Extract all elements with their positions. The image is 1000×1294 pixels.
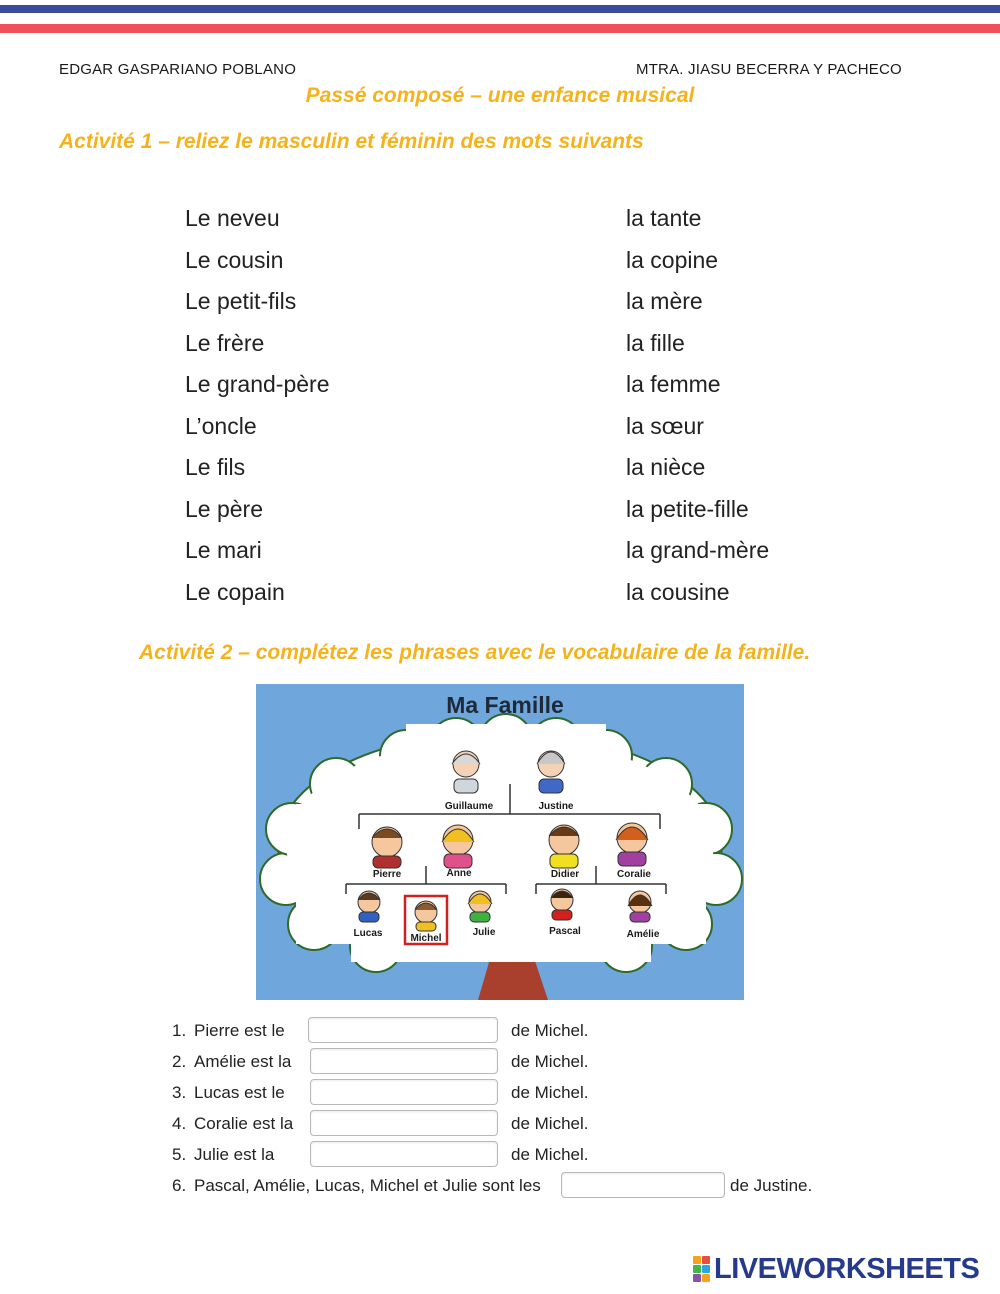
sentence-text: Pascal, Amélie, Lucas, Michel et Julie sont les bbox=[194, 1176, 541, 1195]
masculine-word[interactable]: Le fils bbox=[185, 454, 246, 480]
name-guillaume: Guillaume bbox=[444, 801, 494, 812]
logo-text: LIVEWORKSHEETS bbox=[714, 1252, 980, 1285]
masculine-word[interactable]: L’oncle bbox=[185, 412, 257, 439]
activity1-heading: Activité 1 – reliez le masculin et féminin des mots suivants bbox=[59, 130, 644, 153]
masculine-word[interactable]: Le cousin bbox=[185, 246, 284, 273]
masculine-word[interactable]: Le neveu bbox=[185, 205, 280, 231]
logo-blocks-icon bbox=[693, 1256, 710, 1282]
feminine-word[interactable]: la copine bbox=[626, 246, 719, 273]
sentence-number: 3. bbox=[172, 1083, 187, 1102]
feminine-word[interactable]: la cousine bbox=[626, 578, 730, 605]
answer-input-5[interactable] bbox=[310, 1141, 498, 1167]
feminine-word[interactable]: la petite-fille bbox=[626, 495, 749, 522]
face-didier-icon bbox=[549, 825, 579, 868]
answer-input-1[interactable] bbox=[308, 1017, 498, 1043]
masculine-word-list bbox=[185, 198, 330, 613]
masculine-word[interactable]: Le grand-père bbox=[185, 371, 330, 397]
sentence-number: 5. bbox=[172, 1145, 187, 1164]
family-tree-image bbox=[256, 684, 744, 1000]
logo-block bbox=[693, 1265, 701, 1273]
feminine-word[interactable]: la grand-mère bbox=[626, 537, 770, 563]
logo-block bbox=[693, 1274, 701, 1282]
answer-input-6[interactable] bbox=[561, 1172, 725, 1198]
masculine-word[interactable]: Le mari bbox=[185, 537, 262, 563]
face-lucas-icon bbox=[358, 891, 380, 922]
masculine-word[interactable]: Le copain bbox=[185, 578, 285, 605]
sentence-number: 4. bbox=[172, 1114, 187, 1133]
teacher-name: MTRA. JIASU BECERRA Y PACHECO bbox=[636, 61, 902, 78]
face-anne-icon bbox=[442, 825, 474, 868]
sentence-text: Lucas est le bbox=[194, 1083, 285, 1102]
face-coralie-icon bbox=[616, 823, 648, 866]
name-pierre: Pierre bbox=[372, 869, 402, 880]
masculine-word[interactable]: Le père bbox=[185, 495, 264, 522]
liveworksheets-logo[interactable] bbox=[693, 1252, 979, 1286]
answer-input-4[interactable] bbox=[310, 1110, 498, 1136]
page-title: Passé composé – une enfance musical bbox=[305, 84, 695, 107]
face-guillaume-icon bbox=[452, 751, 480, 793]
name-justine: Justine bbox=[538, 801, 574, 812]
answer-input-2[interactable] bbox=[310, 1048, 498, 1074]
student-name: EDGAR GASPARIANO POBLANO bbox=[59, 61, 297, 78]
face-amelie-icon bbox=[628, 891, 652, 922]
sentence-ending: de Michel. bbox=[511, 1021, 589, 1040]
feminine-word[interactable]: la sœur bbox=[626, 412, 704, 439]
sentence-text: Pierre est le bbox=[194, 1021, 285, 1040]
feminine-word[interactable]: la nièce bbox=[626, 454, 706, 480]
name-julie: Julie bbox=[472, 927, 496, 938]
tree-title: Ma Famille bbox=[446, 692, 564, 718]
sentence-ending: de Michel. bbox=[511, 1052, 589, 1071]
name-anne: Anne bbox=[446, 868, 472, 879]
feminine-word[interactable]: la femme bbox=[626, 371, 721, 397]
feminine-word[interactable]: la tante bbox=[626, 205, 702, 231]
name-lucas: Lucas bbox=[353, 928, 383, 939]
feminine-word-list bbox=[626, 198, 769, 613]
sentence-ending: de Michel. bbox=[511, 1114, 589, 1133]
feminine-word[interactable]: la fille bbox=[626, 329, 685, 356]
sentence-text: Coralie est la bbox=[194, 1114, 294, 1133]
face-julie-icon bbox=[468, 891, 492, 922]
sentence-number: 1. bbox=[172, 1021, 187, 1040]
sentence-text: Julie est la bbox=[194, 1145, 275, 1164]
answer-input-3[interactable] bbox=[310, 1079, 498, 1105]
sentence-ending: de Michel. bbox=[511, 1145, 589, 1164]
face-pascal-icon bbox=[551, 889, 573, 920]
name-didier: Didier bbox=[550, 869, 580, 880]
top-stripe-red bbox=[0, 24, 1000, 33]
name-coralie: Coralie bbox=[617, 869, 651, 880]
top-stripe-blue bbox=[0, 5, 1000, 13]
logo-block bbox=[702, 1274, 710, 1282]
logo-block bbox=[702, 1265, 710, 1273]
logo-block bbox=[702, 1256, 710, 1264]
face-pierre-icon bbox=[372, 827, 402, 868]
masculine-word[interactable]: Le petit-fils bbox=[185, 288, 297, 314]
feminine-word[interactable]: la mère bbox=[626, 288, 703, 314]
logo-block bbox=[693, 1256, 701, 1264]
name-amelie: Amélie bbox=[626, 929, 660, 940]
sentence-ending: de Michel. bbox=[511, 1083, 589, 1102]
sentence-text: Amélie est la bbox=[194, 1052, 292, 1071]
name-pascal: Pascal bbox=[549, 926, 581, 937]
sentence-ending: de Justine. bbox=[730, 1176, 813, 1195]
sentence-number: 2. bbox=[172, 1052, 187, 1071]
name-michel: Michel bbox=[410, 933, 442, 944]
face-justine-icon bbox=[537, 751, 565, 793]
activity2-heading: Activité 2 – complétez les phrases avec le vocabulaire de la famille. bbox=[139, 641, 811, 664]
masculine-word[interactable]: Le frère bbox=[185, 329, 265, 356]
sentence-number: 6. bbox=[172, 1176, 187, 1195]
